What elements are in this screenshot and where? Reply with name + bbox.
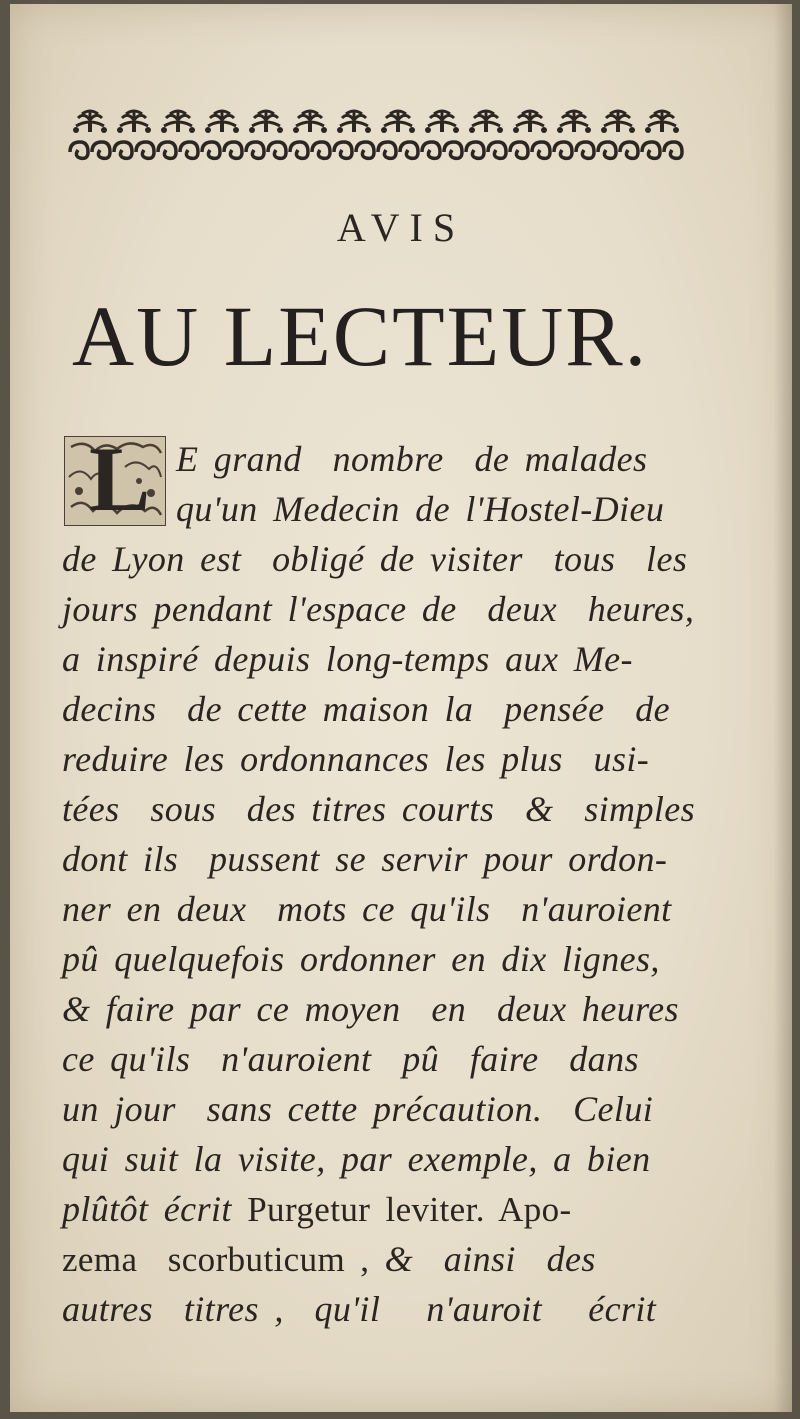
text-line-17-italic: & ainsi des bbox=[384, 1239, 596, 1279]
ornamental-border bbox=[68, 108, 688, 168]
text-line-15: qui suit la visite, par exemple, a bien bbox=[62, 1139, 651, 1179]
text-line-1: E grand nombre de malades bbox=[176, 439, 648, 479]
text-line-16-roman: Purgetur leviter. Apo- bbox=[247, 1190, 572, 1229]
text-line-5: a inspiré depuis long-temps aux Me- bbox=[62, 639, 633, 679]
text-line-2: qu'un Medecin de l'Hostel-Dieu bbox=[176, 489, 665, 529]
decorated-initial bbox=[64, 428, 166, 530]
text-line-3: de Lyon est obligé de visiter tous les bbox=[62, 539, 688, 579]
text-line-10: ner en deux mots ce qu'ils n'auroient bbox=[62, 889, 672, 929]
text-line-8: tées sous des titres courts & simples bbox=[62, 789, 696, 829]
text-line-13: ce qu'ils n'auroient pû faire dans bbox=[62, 1039, 639, 1079]
heading-avis: AVIS bbox=[336, 205, 466, 250]
text-line-12: & faire par ce moyen en deux heures bbox=[62, 989, 679, 1029]
fleuron-ornament-icon bbox=[68, 108, 688, 168]
text-line-6: decins de cette maison la pensée de bbox=[62, 689, 671, 729]
text-line-4: jours pendant l'espace de deux heures, bbox=[62, 589, 695, 629]
text-line-17 bbox=[62, 1238, 596, 1280]
book-page bbox=[10, 4, 792, 1412]
text-line-7: reduire les ordonnances les plus usi- bbox=[62, 739, 650, 779]
text-line-18: autres titres , qu'il n'auroit écrit bbox=[62, 1289, 657, 1329]
initial-letter: L bbox=[89, 428, 151, 530]
text-line-16 bbox=[62, 1188, 572, 1230]
heading-au-lecteur: AU LECTEUR. bbox=[72, 288, 649, 384]
text-line-11: pû quelquefois ordonner en dix lignes, bbox=[62, 939, 660, 979]
text-line-14: un jour sans cette précaution. Celui bbox=[62, 1089, 654, 1129]
text-line-16-italic: plûtôt écrit bbox=[62, 1189, 248, 1229]
text-line-9: dont ils pussent se servir pour ordon- bbox=[62, 839, 668, 879]
text-line-17-roman: zema scorbuticum , bbox=[62, 1240, 385, 1279]
